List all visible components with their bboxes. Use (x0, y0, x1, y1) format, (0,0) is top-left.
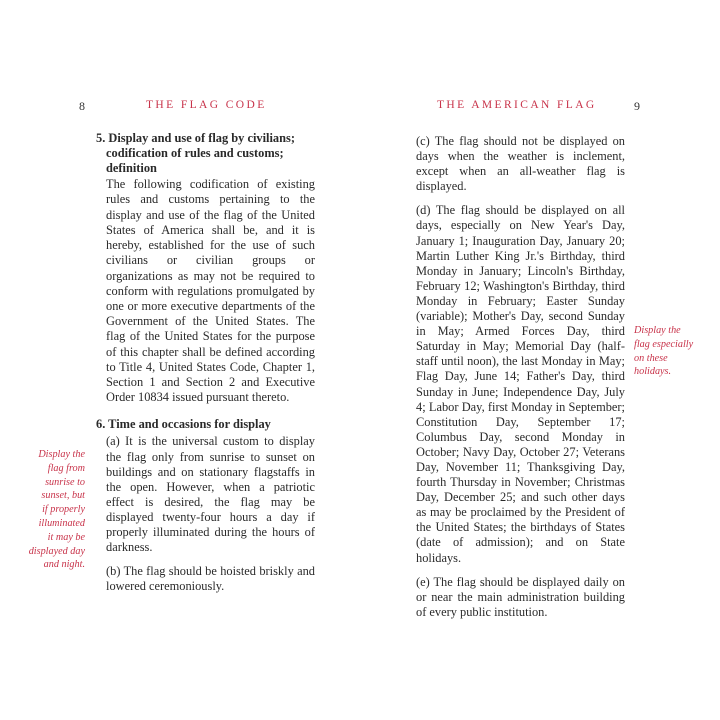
left-sidenote-line: displayed day (28, 545, 85, 557)
right-page-number: 9 (634, 99, 640, 113)
section-6-para-b: (b) The flag should be hoisted briskly and lowered ceremoniously. (106, 564, 315, 594)
section-5-body: The following codification of existing rules and customs pertaining to the display and use of the flag of the United States of America shall be, and it is hereby, established for the use of such civilians or civilian groups or organizations as may not be required to conform with regulations promulgated by one or more executive departments of the Government of the United States. The flag of the United States for the purpose of this chapter shall be defined according to Title 4, United States Code, Chapter 1, Section 1 and Section 2 and Executive Order 10834 issued pursuant thereto. (106, 177, 315, 405)
section-5-heading (96, 131, 315, 176)
section-6-heading: 6. Time and occasions for display (96, 417, 271, 432)
left-sidenote-line: illuminated (38, 517, 85, 529)
para-e: (e) The flag should be displayed daily on or near the main administration building of every public institution. (416, 574, 625, 619)
left-sidenote (20, 448, 85, 572)
left-text-column (96, 131, 315, 594)
section-5-heading-line1: 5. Display and use of flag by civilians; (96, 131, 295, 145)
section-5-heading-line2: codification of rules and customs; (106, 146, 284, 161)
right-sidenote-line: flag especially (634, 338, 694, 350)
para-c: (c) The flag should not be displayed on days when the weather is inclement, except when an all-weather flag is displayed. (416, 134, 625, 194)
right-sidenote-line: Display the (634, 325, 681, 336)
left-sidenote-line: it may be (47, 531, 85, 543)
left-sidenote-line: sunrise to (45, 476, 85, 488)
left-sidenote-line: sunset, but (41, 490, 85, 502)
right-sidenote-line: on these (634, 352, 668, 364)
left-page-number: 8 (79, 99, 85, 113)
left-sidenote-line: flag from (47, 462, 85, 474)
left-sidenote-line: if properly (42, 504, 85, 516)
section-5-heading-line3: definition (106, 161, 157, 176)
right-running-head: THE AMERICAN FLAG (437, 99, 597, 111)
left-sidenote-line: and night. (43, 559, 85, 571)
right-sidenote-line: holidays. (634, 366, 672, 378)
right-sidenote (634, 324, 714, 379)
left-running-head: THE FLAG CODE (146, 99, 267, 111)
left-sidenote-line: Display the (38, 449, 85, 460)
right-text-column (416, 134, 625, 620)
para-d: (d) The flag should be displayed on all days, especially on New Year's Day, January 1; Inauguration Day, January 20; Martin Luther King Jr.'s Birthday, third Monday in January; Lincoln's Birthday, February 12; Washington's Birthday, third Monday in February; Easter Sunday (variable); Mother's Day, second Sunday in May; Armed Forces Day, third Saturday in May; Memorial Day (half-staff until noon), the last Monday in May; Flag Day, June 14; Father's Day, third Sunday in June; Independence Day, July 4; Labor Day, first Monday in September; Constitution Day, September 17; Columbus Day, second Monday in October; Navy Day, October 27; Veterans Day, November 11; Thanksgiving Day, fourth Thursday in November; Christmas Day, December 25; and such other days as may be proclaimed by the President of the United States; the birthdays of States (date of admission); and on State holidays. (416, 203, 625, 565)
section-6-para-a: (a) It is the universal custom to display the flag only from sunrise to sunset on buildings and on stationary flagstaffs in the open. However, when a patriotic effect is desired, the flag may be displayed twenty-four hours a day if properly illuminated during the hours of darkness. (106, 434, 315, 555)
